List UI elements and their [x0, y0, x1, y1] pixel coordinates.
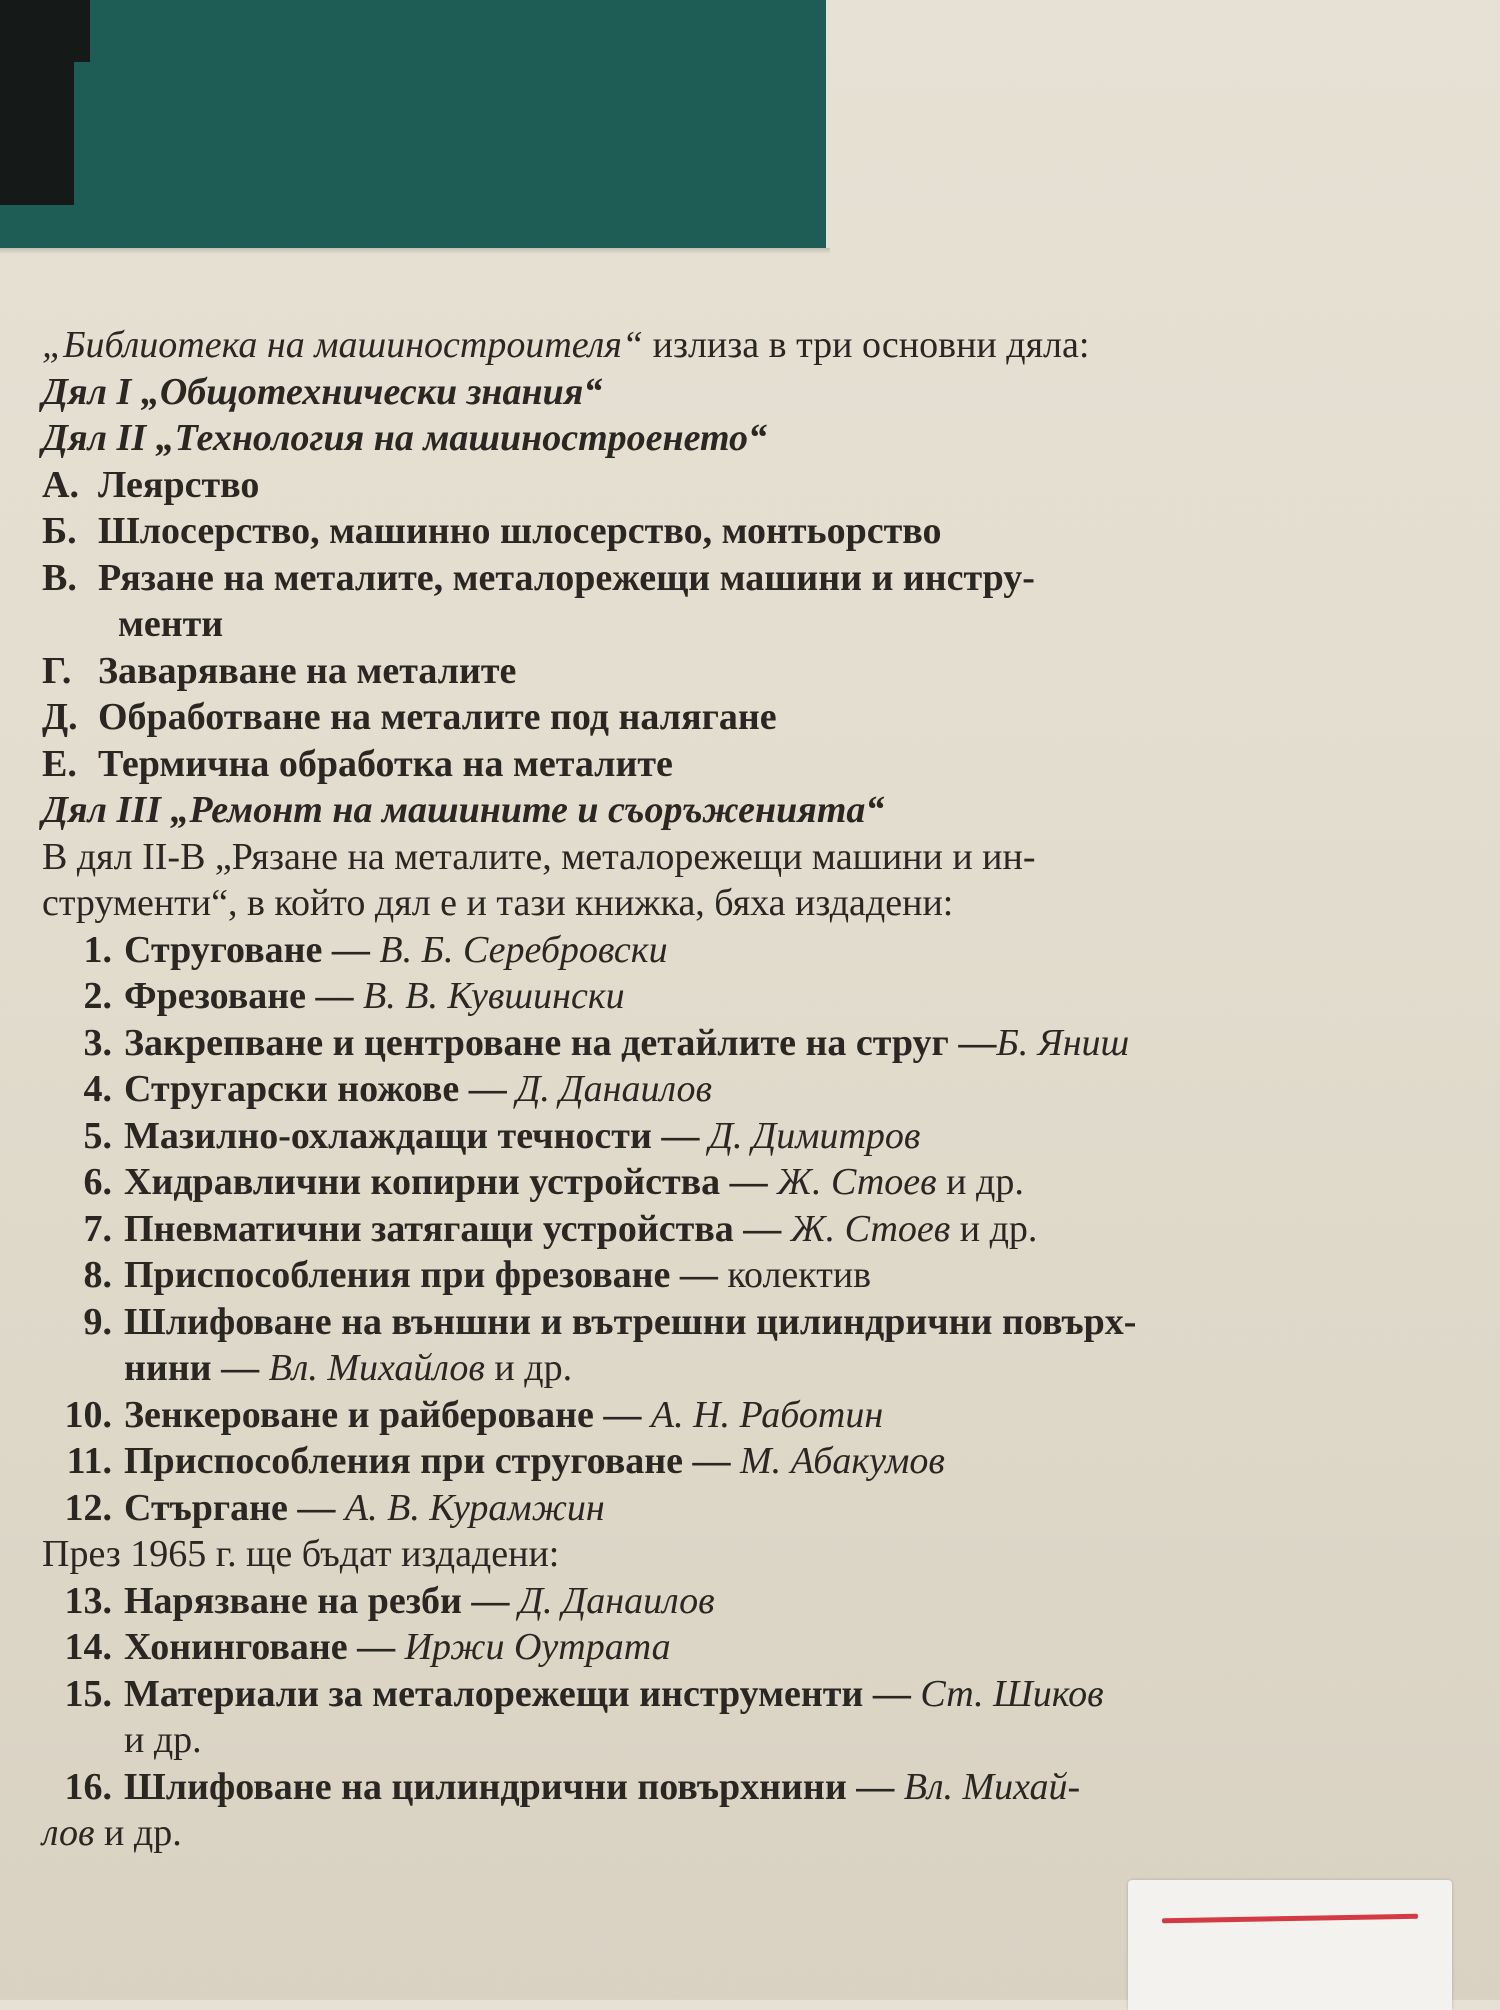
book-author: Вл. Михай- [903, 1765, 1081, 1808]
book-number: 9. [83, 1300, 112, 1343]
book-dash: — [593, 1393, 651, 1436]
book-item [42, 973, 1462, 1020]
subsection-letter: Б. [42, 510, 77, 552]
book-title: Пневматични затягащи устройства [124, 1207, 734, 1250]
subsection-title: Термична обработка на металите [98, 742, 673, 785]
book-dash: — [948, 1021, 997, 1064]
book-number: 10. [64, 1393, 112, 1436]
book-entry [124, 1206, 1037, 1253]
book-entry [124, 1252, 871, 1299]
section-heading: Дял III „Ремонт на машините и съоръженията“ [42, 789, 885, 831]
book-title: Мазилно-охлаждащи течности [124, 1114, 652, 1157]
book-dash: — [322, 928, 380, 971]
book-author-suffix: и др. [124, 1719, 202, 1761]
published-list [42, 927, 1462, 1532]
book-entry [124, 1159, 1024, 1206]
book-title: Хидравлични копирни устройства [124, 1161, 721, 1203]
book-dash: — [670, 1254, 728, 1296]
book-number: 14. [64, 1626, 112, 1668]
book-dash: — [461, 1579, 519, 1622]
sticker-red-line [1162, 1914, 1418, 1923]
book-title-cont: нини [124, 1347, 212, 1389]
book-title: Стругарски ножове [124, 1068, 460, 1110]
book-number: 6. [83, 1161, 112, 1203]
book-continuation [42, 1810, 1462, 1857]
book-continuation [42, 1345, 1462, 1392]
book-item [42, 1485, 1462, 1532]
book-author-suffix: и др. [950, 1207, 1038, 1250]
book-number: 12. [64, 1486, 112, 1529]
book-entry [124, 1113, 920, 1160]
book-entry [124, 1624, 671, 1671]
subsection-letter: Е. [42, 742, 77, 785]
subsection-letter: Д. [42, 696, 78, 738]
book-entry [124, 1578, 715, 1625]
book-title: Фрезоване [124, 975, 307, 1017]
book-entry [124, 1764, 1080, 1811]
book-dash: — [651, 1114, 709, 1157]
book-number: 13. [64, 1579, 112, 1622]
subsection-title: Леярство [98, 463, 260, 506]
book-dash: — [287, 1486, 345, 1529]
book-author: Д. Димитров [708, 1114, 921, 1157]
book-number: 11. [66, 1440, 112, 1482]
subsection-continuation: менти [118, 603, 224, 645]
subsection-item [42, 741, 1462, 788]
book-item [42, 1113, 1462, 1160]
book-title: Хонинговане [124, 1626, 348, 1668]
book-title: Струговане [124, 928, 323, 971]
book-number: 7. [83, 1207, 112, 1250]
series-listing [42, 322, 1462, 1857]
book-author: Вл. Михайлов [268, 1347, 485, 1389]
book-dash: — [306, 975, 364, 1017]
cover-dark-notch [0, 0, 90, 62]
book-title: Стъргане [124, 1486, 288, 1529]
upcoming-list [42, 1578, 1462, 1857]
book-title: Закрепване и центроване на детайлите на струг [124, 1021, 949, 1064]
book-dash: — [846, 1765, 904, 1808]
book-entry [124, 1485, 605, 1532]
book-author: Ст. Шиков [920, 1672, 1104, 1715]
book-entry [124, 973, 625, 1020]
cover-shadow [0, 248, 830, 254]
book-author-suffix: и др. [94, 1812, 182, 1854]
book-item [42, 1159, 1462, 1206]
book-number: 16. [64, 1765, 112, 1808]
book-item [42, 1764, 1462, 1811]
book-dash: — [459, 1068, 517, 1110]
subsection-title: Заваряване на металите [98, 649, 517, 692]
subsection-item [42, 694, 1462, 741]
book-title: Материали за металорежещи инструменти [124, 1672, 864, 1715]
book-title: Приспособления при фрезоване [124, 1254, 671, 1296]
book-item [42, 927, 1462, 974]
book-author: А. В. Курамжин [344, 1486, 605, 1529]
book-author: колектив [727, 1254, 872, 1296]
book-number: 4. [83, 1068, 112, 1110]
book-title: Приспособления при струговане [124, 1440, 683, 1482]
book-author-suffix: и др. [484, 1347, 573, 1389]
book-author-cont: лов [42, 1812, 95, 1854]
book-author: М. Абакумов [740, 1440, 945, 1482]
book-entry [124, 1066, 712, 1113]
subsection-letter: Г. [42, 649, 72, 692]
book-number: 3. [83, 1021, 112, 1064]
book-author: Д. Данаилов [516, 1068, 712, 1110]
book-dash: — [347, 1626, 405, 1668]
book-number: 1. [83, 928, 112, 971]
book-author-suffix: и др. [936, 1161, 1024, 1203]
book-item [42, 1392, 1462, 1439]
book-entry [124, 927, 668, 974]
book-item [42, 1578, 1462, 1625]
published-intro-line: В дял II-В „Рязане на металите, металорежещи машини и ин- [42, 835, 1036, 878]
book-author: Иржи Оутрата [404, 1626, 671, 1668]
subsection-letter: В. [42, 556, 77, 599]
book-title: Шлифоване на външни и вътрешни цилиндрични повърх- [124, 1300, 1137, 1343]
subsection-title: Шлосерство, машинно шлосерство, монтьорство [98, 510, 942, 552]
book-item [42, 1206, 1462, 1253]
book-item [42, 1438, 1462, 1485]
book-item [42, 1299, 1462, 1346]
section-heading: Дял I „Общотехнически знания“ [42, 370, 603, 413]
price-sticker [1128, 1880, 1452, 2010]
subsection-list [42, 462, 1462, 788]
subsection-letter: А. [42, 463, 79, 506]
book-title: Нарязване на резби [124, 1579, 462, 1622]
published-intro-line: струменти“, в който дял е и тази книжка, бяха издадени: [42, 882, 954, 924]
subsection-item [42, 555, 1462, 602]
book-item [42, 1066, 1462, 1113]
book-author: А. Н. Работин [650, 1393, 884, 1436]
book-entry [124, 1299, 1136, 1346]
book-continuation [42, 1717, 1462, 1764]
book-item [42, 1020, 1462, 1067]
subsection-item [42, 462, 1462, 509]
upcoming-intro: През 1965 г. ще бъдат издадени: [42, 1533, 560, 1575]
book-number: 2. [83, 975, 112, 1017]
series-intro-rest: излиза в три основни дяла: [643, 324, 1090, 366]
cover-artwork [0, 0, 826, 248]
book-dash: — [211, 1347, 269, 1389]
book-entry [124, 1392, 883, 1439]
subsection-title: Рязане на металите, металорежещи машини и инстру- [98, 556, 1035, 599]
book-title: Шлифоване на цилиндрични повърхнини [124, 1765, 847, 1808]
book-number: 8. [83, 1254, 112, 1296]
book-dash: — [863, 1672, 921, 1715]
book-dash: — [720, 1161, 778, 1203]
book-item [42, 1252, 1462, 1299]
book-author: Д. Данаилов [518, 1579, 715, 1622]
subsection-title: Обработване на металите под налягане [98, 696, 777, 738]
book-number: 15. [64, 1672, 112, 1715]
book-author: В. Б. Серебровски [379, 928, 668, 971]
series-title: „Библиотека на машиностроителя“ [42, 324, 644, 366]
book-title: Зенкероване и райбероване [124, 1393, 594, 1436]
series-intro [42, 322, 1462, 369]
book-author: Ж. Стоев [790, 1207, 951, 1250]
book-author: Ж. Стоев [777, 1161, 937, 1203]
book-entry [124, 1438, 945, 1485]
book-entry [124, 1671, 1104, 1718]
subsection-item [42, 508, 1462, 555]
book-item [42, 1624, 1462, 1671]
book-author: Б. Яниш [996, 1021, 1130, 1064]
book-entry [124, 1020, 1129, 1067]
book-dash: — [733, 1207, 791, 1250]
book-item [42, 1671, 1462, 1718]
section-heading: Дял II „Технология на машиностроенето“ [42, 417, 768, 459]
book-author: В. В. Кувшински [363, 975, 625, 1017]
subsection-item [42, 648, 1462, 695]
book-dash: — [683, 1440, 740, 1482]
book-number: 5. [83, 1114, 112, 1157]
